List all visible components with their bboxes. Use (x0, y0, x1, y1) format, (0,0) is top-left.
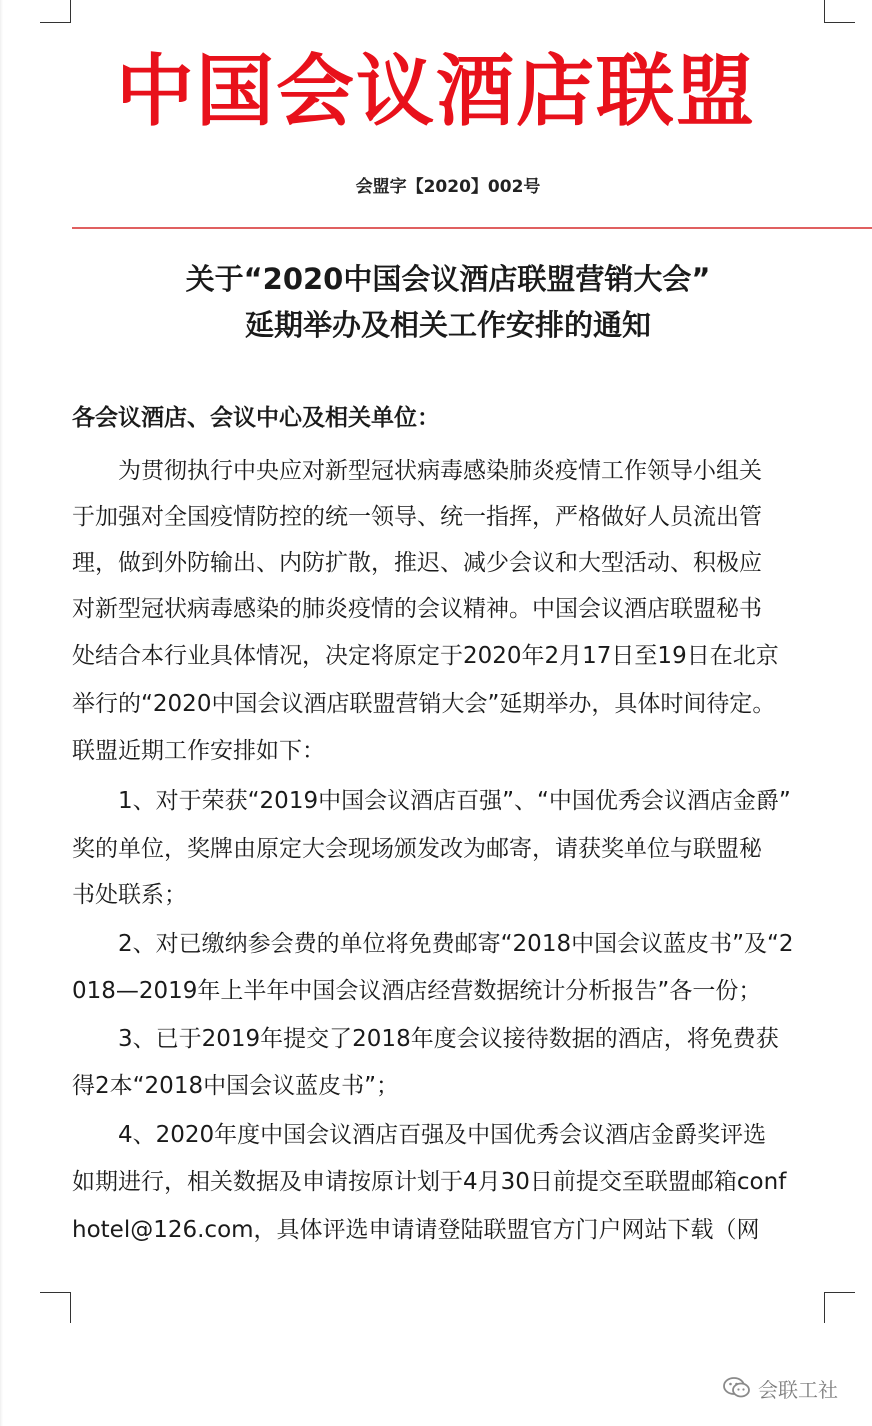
body-line: hotel@126.com，具体评选申请请登陆联盟官方门户网站下载（网 (72, 1217, 760, 1243)
crop-mark-top-right (824, 0, 855, 23)
wechat-icon (722, 1375, 752, 1401)
body-line: 奖的单位，奖牌由原定大会现场颁发改为邮寄，请获奖单位与联盟秘 (72, 836, 762, 862)
body-line: 理，做到外防输出、内防扩散，推迟、减少会议和大型活动、积极应 (72, 550, 762, 576)
body-line: 2、对已缴纳参会费的单位将免费邮寄“2018中国会议蓝皮书”及“2 (72, 931, 794, 957)
body-line: 为贯彻执行中央应对新型冠状病毒感染肺炎疫情工作领导小组关 (72, 458, 762, 484)
crop-mark-bottom-left (40, 1292, 71, 1323)
notice-title-line-1: 关于“2020中国会议酒店联盟营销大会” (185, 262, 711, 296)
body-line: 4、2020年度中国会议酒店百强及中国优秀会议酒店金爵奖评选 (72, 1122, 767, 1148)
body-line: 对新型冠状病毒感染的肺炎疫情的会议精神。中国会议酒店联盟秘书 (72, 596, 762, 622)
wechat-watermark (722, 1372, 838, 1404)
page-edge (0, 0, 3, 1426)
body-line: 书处联系； (72, 882, 187, 908)
body-line: 得2本“2018中国会议蓝皮书”； (72, 1073, 399, 1099)
body-line: 3、已于2019年提交了2018年度会议接待数据的酒店，将免费获 (72, 1026, 779, 1052)
watermark-label: 会联工社 (758, 1377, 838, 1402)
body-line: 于加强对全国疫情防控的统一领导、统一指挥，严格做好人员流出管 (72, 504, 762, 530)
red-divider (72, 227, 872, 229)
body-line: 如期进行，相关数据及申请按原计划于4月30日前提交至联盟邮箱conf (72, 1169, 787, 1195)
addressee: 各会议酒店、会议中心及相关单位： (72, 405, 440, 431)
notice-title-line-2: 延期举办及相关工作安排的通知 (244, 308, 651, 342)
document-number: 会盟字【2020】002号 (355, 177, 541, 197)
body-line: 1、对于荣获“2019中国会议酒店百强”、“中国优秀会议酒店金爵” (72, 788, 791, 814)
crop-mark-top-left (40, 0, 71, 23)
crop-mark-bottom-right (824, 1292, 855, 1323)
body-line: 处结合本行业具体情况，决定将原定于2020年2月17日至19日在北京 (72, 643, 779, 669)
org-title: 中国会议酒店联盟 (115, 47, 756, 137)
body-line: 联盟近期工作安排如下： (72, 738, 325, 764)
body-line: 举行的“2020中国会议酒店联盟营销大会”延期举办，具体时间待定。 (72, 691, 776, 717)
body-line: 018—2019年上半年中国会议酒店经营数据统计分析报告”各一份； (72, 978, 762, 1004)
